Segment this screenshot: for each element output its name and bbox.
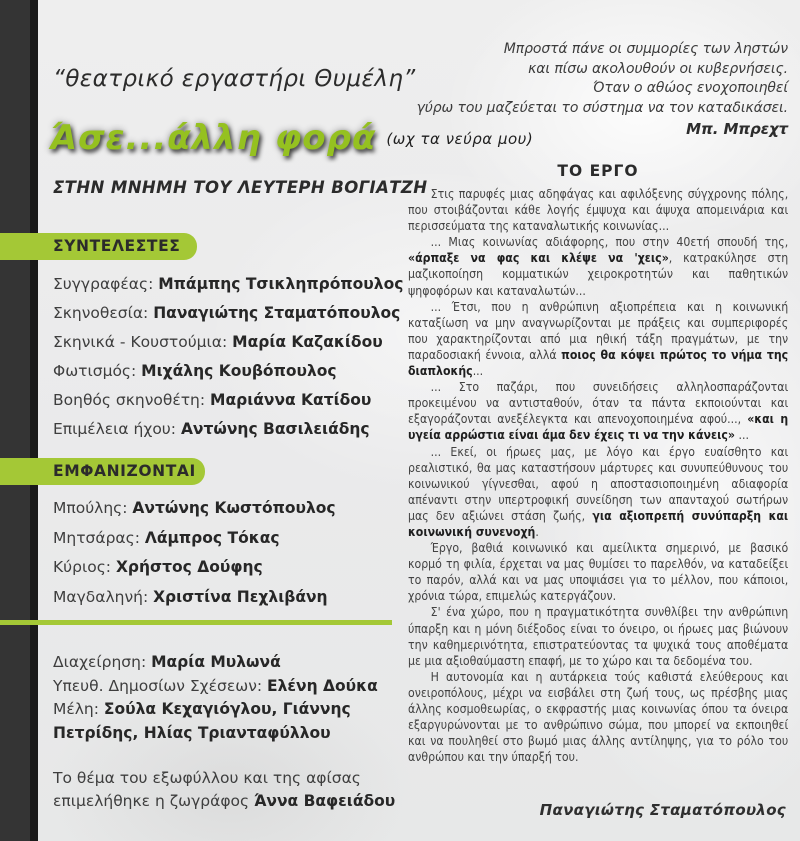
body-text: ... Στο παζάρι, που συνειδήσεις αλληλοσπαράζονται προκειμένου να αντισταθούν, όταν τα πάντα εκποιούνται και εξαγοράζονται ανεξέλεγκτα και απενοχοποιημένα αφού..., bbox=[408, 379, 789, 427]
role-label: Σκηνοθεσία: bbox=[53, 304, 154, 322]
essay-body bbox=[408, 186, 788, 765]
role-label: Μαγδαληνή: bbox=[53, 587, 154, 606]
body-text: Στις παρυφές μιας αδηφάγας και αφιλόξενης σύγχρονης πόλης, που στοιβάζονται κάθε λογής έμψυχα και άψυχα απομεινάρια και περισσεύματα της καταναλωτικής κοινωνίας... bbox=[408, 186, 789, 234]
quote-line: Όταν ο αθώος ενοχοποιηθεί bbox=[592, 80, 788, 96]
person-name: Αντώνης Βασιλειάδης bbox=[180, 420, 370, 438]
body-text: Έργο, βαθιά κοινωνικό και αμείλικτα σημερινό, με βασικό κορμό τη φιλία, έρχεται να μας θυμίσει το παρελθόν, να καταδείξει το παρόν, αλλά και να μας υποψιάσει για το μέλλον, που κάποιοι, χρόνια τώρα, επιμελώς κατεργάζουν. bbox=[408, 540, 789, 604]
emphasis-text: για αξιοπρεπή συνύπαρξη και κοινωνική συνενοχή bbox=[408, 507, 789, 539]
credit-row bbox=[53, 270, 403, 299]
credit-row bbox=[53, 386, 403, 415]
credit-row bbox=[53, 299, 403, 328]
essay-paragraph bbox=[408, 540, 788, 604]
role-label: Κύριος: bbox=[53, 558, 116, 576]
quote-author: Μπ. Μπρεχτ bbox=[686, 120, 788, 138]
brecht-quote bbox=[408, 40, 788, 140]
essay-paragraph bbox=[408, 669, 788, 766]
cast-row bbox=[53, 583, 336, 613]
left-dark-band bbox=[0, 0, 38, 841]
credits-heading: ΣΥΝΤΕΛΕΣΤΕΣ bbox=[0, 233, 197, 260]
person-name: Μαρία Μυλωνά bbox=[151, 653, 281, 671]
essay-paragraph bbox=[408, 379, 788, 443]
cast-row bbox=[53, 553, 336, 583]
role-label: Σκηνικά - Κουστούμια: bbox=[53, 333, 233, 351]
cast-list bbox=[53, 494, 336, 612]
role-label: Διαχείρηση: bbox=[53, 653, 152, 671]
quote-lines bbox=[408, 40, 788, 118]
play-title-row bbox=[50, 118, 534, 158]
person-name: Παναγιώτης Σταματόπουλος bbox=[153, 304, 401, 322]
body-text: Η αυτονομία και η αυτάρκεια τούς καθιστά ελεύθερους και ονειροπόλους, μέχρι να εισβάλει στη ζωή τους, ως πρέσβης μιας άλλης κοσμοθεωρίας, ο εκφραστής μιας κοινωνίας όπου τα όνειρα εξαργυρώνονται με το ανθρώπινο σώμα, που μπορεί να εκποιηθεί και να πουληθεί στο βωμό μιας άλλης αντίληψης, για το ρόλο του ανθρώπου και την ύπαρξή του. bbox=[408, 668, 789, 765]
cast-row bbox=[53, 494, 336, 524]
person-name: Λάμπρος Τόκας bbox=[144, 528, 280, 547]
body-text: , κατρακύλησε στη μαζικοποίηση κομματικών χειροκροτητών και παθητικών ψηφοφόρων και καταναλωτών... bbox=[408, 250, 789, 298]
green-divider bbox=[0, 620, 392, 625]
credits-list bbox=[53, 270, 403, 444]
play-title: Άσε...άλλη φορά bbox=[50, 118, 377, 158]
body-text: ... Μιας κοινωνίας αδιάφορης, που στην 40ετή σπουδή της, bbox=[430, 234, 789, 250]
person-name: Μπάμπης Τσικληπρόπουλος bbox=[158, 275, 404, 293]
body-text: Σ' ένα χώρο, που η πραγματικότητα συνθλίβει την ανθρώπινη ύπαρξη και η μόνη διέξοδος είναι το όνειρο, οι ήρωες μας βιώνουν την καθημερινότητα, επιστρατεύοντας τα ψυχικά τους αποθέματα με μια αξιοθαύμαστη επαφή, με το χώρο και τα δεδομένα του. bbox=[408, 604, 789, 668]
play-title-suffix: (ωχ τα νεύρα μου) bbox=[386, 130, 534, 148]
credit-row bbox=[53, 328, 403, 357]
role-label: Βοηθός σκηνοθέτη: bbox=[53, 391, 211, 409]
emphasis-text: «άρπαξε να φας και κλέψε να 'χεις» bbox=[408, 250, 669, 266]
role-label: Συγγραφέας: bbox=[53, 275, 159, 293]
cast-row bbox=[53, 524, 336, 554]
person-name: Μαριάννα Κατίδου bbox=[210, 391, 372, 409]
essay-signature: Παναγιώτης Σταματόπουλος bbox=[539, 801, 786, 819]
body-text: ... bbox=[734, 427, 749, 443]
essay-paragraph bbox=[408, 299, 788, 379]
cast-heading: ΕΜΦΑΝΙΖΟΝΤΑΙ bbox=[0, 458, 205, 485]
quote-line: γύρω του μαζεύεται το σύστημα να τον καταδικάσει. bbox=[416, 99, 788, 116]
workshop-title: “θεατρικό εργαστήρι Θυμέλη” bbox=[53, 66, 416, 92]
role-label: Μπούλης: bbox=[53, 499, 133, 517]
body-text: ... bbox=[472, 363, 484, 379]
memorial-line: ΣΤΗΝ ΜΝΗΜΗ ΤΟΥ ΛΕΥΤΕΡΗ ΒΟΓΙΑΤΖΗ bbox=[53, 178, 428, 197]
role-label: Μέλη: bbox=[53, 700, 104, 718]
management-list bbox=[53, 651, 431, 745]
person-name: Αντώνης Κωστόπουλος bbox=[132, 499, 336, 517]
essay-paragraph bbox=[408, 234, 788, 298]
role-label: Φωτισμός: bbox=[53, 362, 142, 380]
body-text: ... Εκεί, οι ήρωες μας, με λόγο και έργο ευαίσθητο και ρεαλιστικό, θα μας καταστήσουν μάρτυρες και συνυπεύθυνους του κοινωνικού γίγνεσθαι, αφού η αποστασιοποιημένη αδιαφορία απέναντι στην υπερτροφική συνείδηση των απανταχού σωτήρων μας δεν αξιώνει στάση ζωής, bbox=[408, 443, 789, 523]
management-row bbox=[53, 698, 431, 745]
essay-heading: ΤΟ ΕΡΓΟ bbox=[557, 162, 639, 180]
person-name: Ελένη Δούκα bbox=[267, 676, 378, 695]
person-name: Σούλα Κεχαγιόγλου, Γιάννης Πετρίδης, Ηλίας Τριανταφύλλου bbox=[53, 700, 351, 742]
quote-line: Μπροστά πάνε οι συμμορίες των ληστών bbox=[503, 41, 788, 57]
body-text: ... Έτσι, που η ανθρώπινη αξιοπρέπεια και η κοινωνική καταξίωση να μην αναγνωρίζονται με πράξεις και συμπεριφορές που χαρακτηρίζονται από μια ηθική τάξη πραγμάτων, με την παραδοσιακή έννοια, αλλά bbox=[408, 298, 789, 362]
emphasis-text: «και η υγεία αρρώστια είναι άμα δεν έχεις τι να την κάνεις» bbox=[408, 411, 789, 443]
body-text: Το θέμα του εξωφύλλου και της αφίσας επιμελήθηκε η ζωγράφος bbox=[53, 769, 361, 810]
role-label: Επιμέλεια ήχου: bbox=[53, 420, 181, 438]
essay-paragraph bbox=[408, 444, 788, 541]
person-name: Χρήστος Δούφης bbox=[115, 558, 263, 576]
management-row bbox=[53, 675, 431, 699]
quote-line: και πίσω ακολουθούν οι κυβερνήσεις. bbox=[528, 60, 788, 77]
emphasis-text: Άννα Βαφειάδου bbox=[254, 792, 396, 810]
person-name: Μιχάλης Κουβόπουλος bbox=[141, 362, 337, 380]
essay-paragraph bbox=[408, 604, 788, 668]
emphasis-text: ποιος θα κόψει πρώτος το νήμα της διαπλοκής bbox=[408, 346, 789, 379]
role-label: Μητσάρας: bbox=[53, 528, 145, 547]
person-name: Μαρία Καζακίδου bbox=[232, 333, 383, 351]
credit-row bbox=[53, 415, 403, 444]
essay-paragraph bbox=[408, 186, 788, 234]
management-row bbox=[53, 651, 431, 675]
cover-art-note bbox=[53, 767, 399, 813]
body-text: . bbox=[535, 523, 539, 539]
person-name: Χριστίνα Πεχλιβάνη bbox=[153, 587, 328, 606]
credit-row bbox=[53, 357, 403, 386]
role-label: Υπευθ. Δημοσίων Σχέσεων: bbox=[53, 676, 268, 695]
